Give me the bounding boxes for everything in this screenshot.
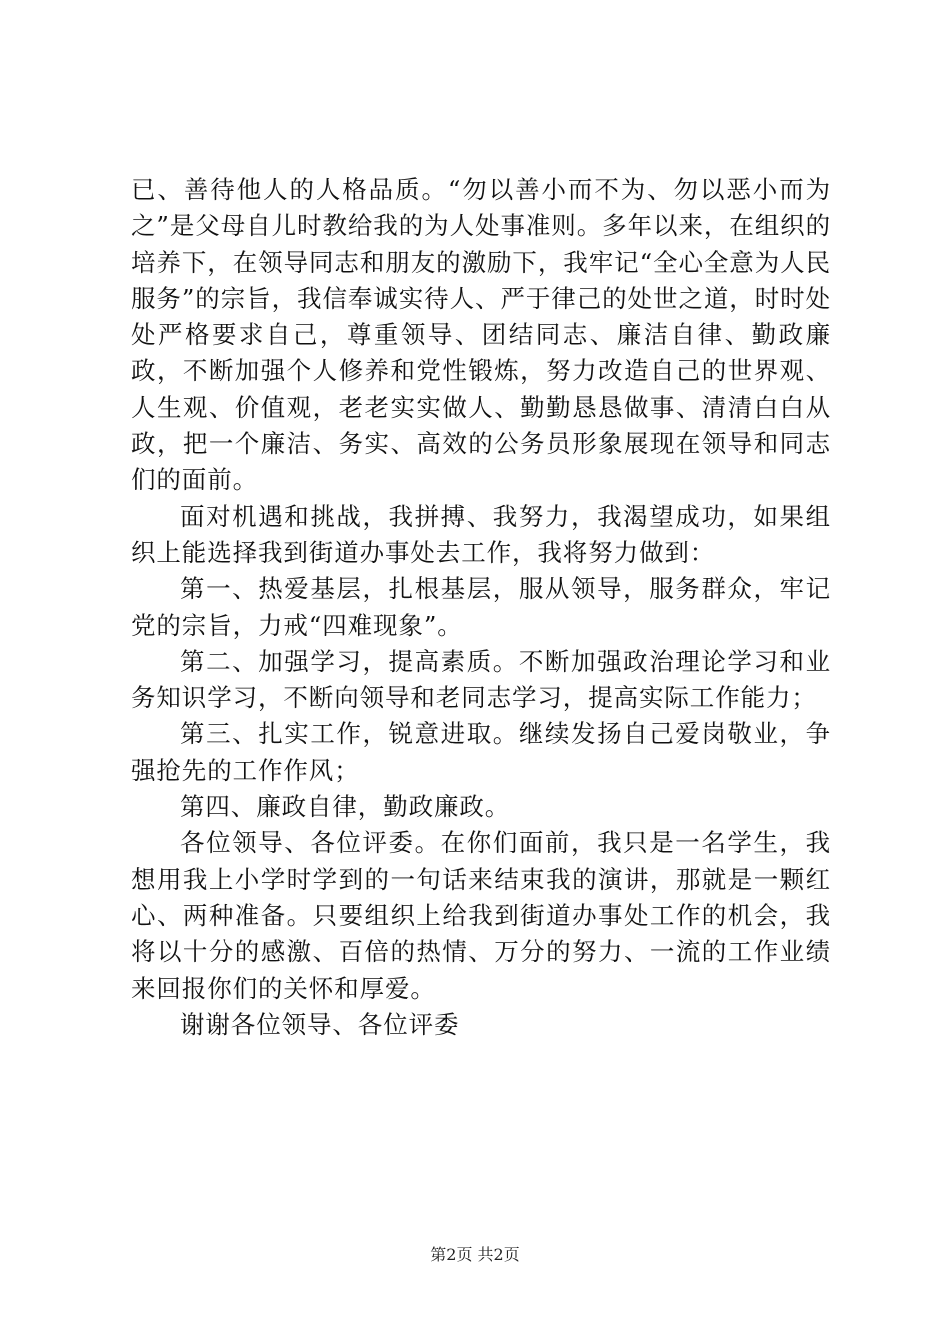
document-body: [131, 172, 831, 1043]
paragraph-thanks: 谢谢各位领导、各位评委: [180, 1009, 460, 1039]
paragraph-point-four: 第四、廉政自律，勤政廉政。: [180, 792, 511, 822]
paragraph-point-one: 第一、热爱基层，扎根基层，服从领导，服务群众，牢记党的宗旨，力戒“四难现象”。: [131, 574, 831, 640]
paragraph-point-three: 第三、扎实工作，锐意进取。继续发扬自己爱岗敬业，争强抢先的工作作风；: [131, 719, 831, 785]
paragraph-continuation: 已、善待他人的人格品质。“勿以善小而不为、勿以恶小而为之”是父母自儿时教给我的为人处事准则。多年以来，在组织的培养下，在领导同志和朋友的激励下，我牢记“全心全意为人民服务”的宗旨，我信奉诚实待人、严于律己的处世之道，时时处处严格要求自己，尊重领导、团结同志、廉洁自律、勤政廉政，不断加强个人修养和党性锻炼，努力改造自己的世界观、人生观、价值观，老老实实做人、勤勤恳恳做事、清清白白从政，把一个廉洁、务实、高效的公务员形象展现在领导和同志们的面前。: [131, 175, 831, 495]
paragraph-point-two: 第二、加强学习，提高素质。不断加强政治理论学习和业务知识学习，不断向领导和老同志学习，提高实际工作能力；: [131, 646, 831, 713]
paragraph-closing: 各位领导、各位评委。在你们面前，我只是一名学生，我想用我上小学时学到的一句话来结束我的演讲，那就是一颗红心、两种准备。只要组织上给我到街道办事处工作的机会，我将以十分的感激、百倍的热情、万分的努力、一流的工作业绩来回报你们的关怀和厚爱。: [131, 828, 831, 1003]
paragraph-opportunity: 面对机遇和挑战，我拼搏、我努力，我渴望成功，如果组织上能选择我到街道办事处去工作，我将努力做到：: [131, 501, 831, 567]
page-number-footer: 第2页 共2页: [430, 1245, 520, 1264]
